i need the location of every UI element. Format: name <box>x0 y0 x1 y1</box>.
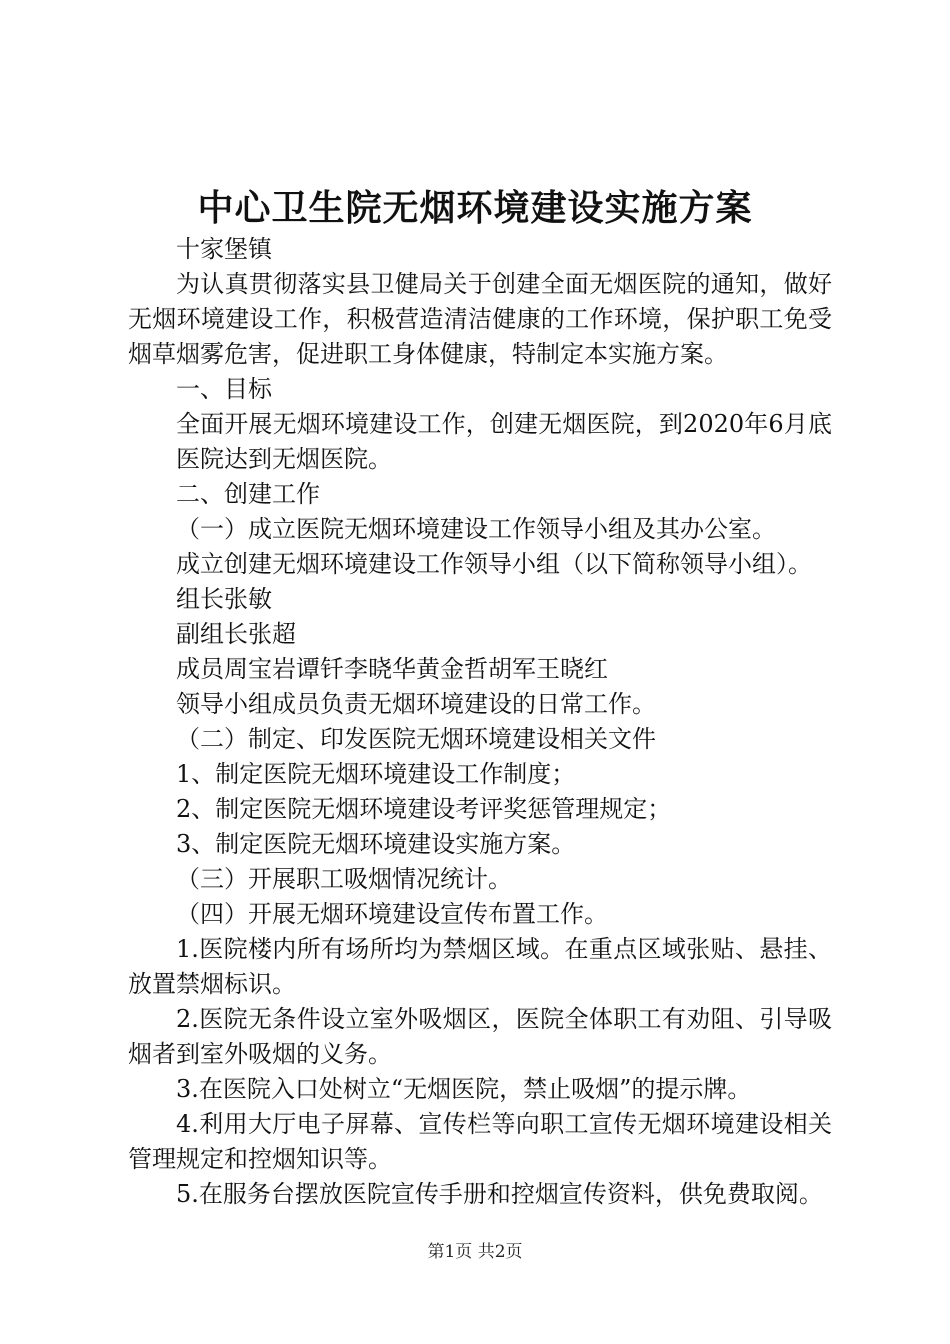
subheading-1: （一）成立医院无烟环境建设工作领导小组及其办公室。 <box>176 515 776 543</box>
subheading-2: （二）制定、印发医院无烟环境建设相关文件 <box>176 725 656 753</box>
section-heading-work: 二、创建工作 <box>176 480 320 508</box>
intro-paragraph: 为认真贯彻落实县卫健局关于创建全面无烟医院的通知，做好无烟环境建设工作，积极营造清洁健康的工作环境，保护职工免受烟草烟雾危害，促进职工身体健康，特制定本实施方案。 <box>128 270 832 368</box>
document-body <box>128 232 832 1212</box>
list-item: 5.在服务台摆放医院宣传手册和控烟宣传资料，供免费取阅。 <box>176 1180 823 1208</box>
team-members: 成员周宝岩谭钎李晓华黄金哲胡军王晓红 <box>176 655 608 683</box>
list-item: 2.医院无条件设立室外吸烟区，医院全体职工有劝阻、引导吸烟者到室外吸烟的义务。 <box>128 1005 832 1068</box>
document-title: 中心卫生院无烟环境建设实施方案 <box>197 187 753 229</box>
subheading-4: （四）开展无烟环境建设宣传布置工作。 <box>176 900 608 928</box>
list-item: 3.在医院入口处树立“无烟医院，禁止吸烟”的提示牌。 <box>176 1075 752 1103</box>
subheading-3: （三）开展职工吸烟情况统计。 <box>176 865 512 893</box>
goal-paragraph: 全面开展无烟环境建设工作，创建无烟医院，到2020年6月底医院达到无烟医院。 <box>176 410 832 473</box>
list-item: 3、制定医院无烟环境建设实施方案。 <box>176 830 576 858</box>
list-item: 1、制定医院无烟环境建设工作制度； <box>176 760 576 788</box>
team-leader: 组长张敏 <box>176 585 272 613</box>
author-line: 十家堡镇 <box>176 235 272 263</box>
leadership-paragraph: 成立创建无烟环境建设工作领导小组（以下简称领导小组）。 <box>176 550 812 578</box>
list-item: 2、制定医院无烟环境建设考评奖惩管理规定； <box>176 795 672 823</box>
page-footer: 第1页 共2页 <box>427 1242 523 1262</box>
section-heading-goal: 一、目标 <box>176 375 272 403</box>
list-item: 4.利用大厅电子屏幕、宣传栏等向职工宣传无烟环境建设相关管理规定和控烟知识等。 <box>128 1110 832 1173</box>
team-deputy: 副组长张超 <box>176 620 296 648</box>
list-item: 1.医院楼内所有场所均为禁烟区域。在重点区域张贴、悬挂、放置禁烟标识。 <box>128 935 832 998</box>
team-duty: 领导小组成员负责无烟环境建设的日常工作。 <box>176 690 656 718</box>
